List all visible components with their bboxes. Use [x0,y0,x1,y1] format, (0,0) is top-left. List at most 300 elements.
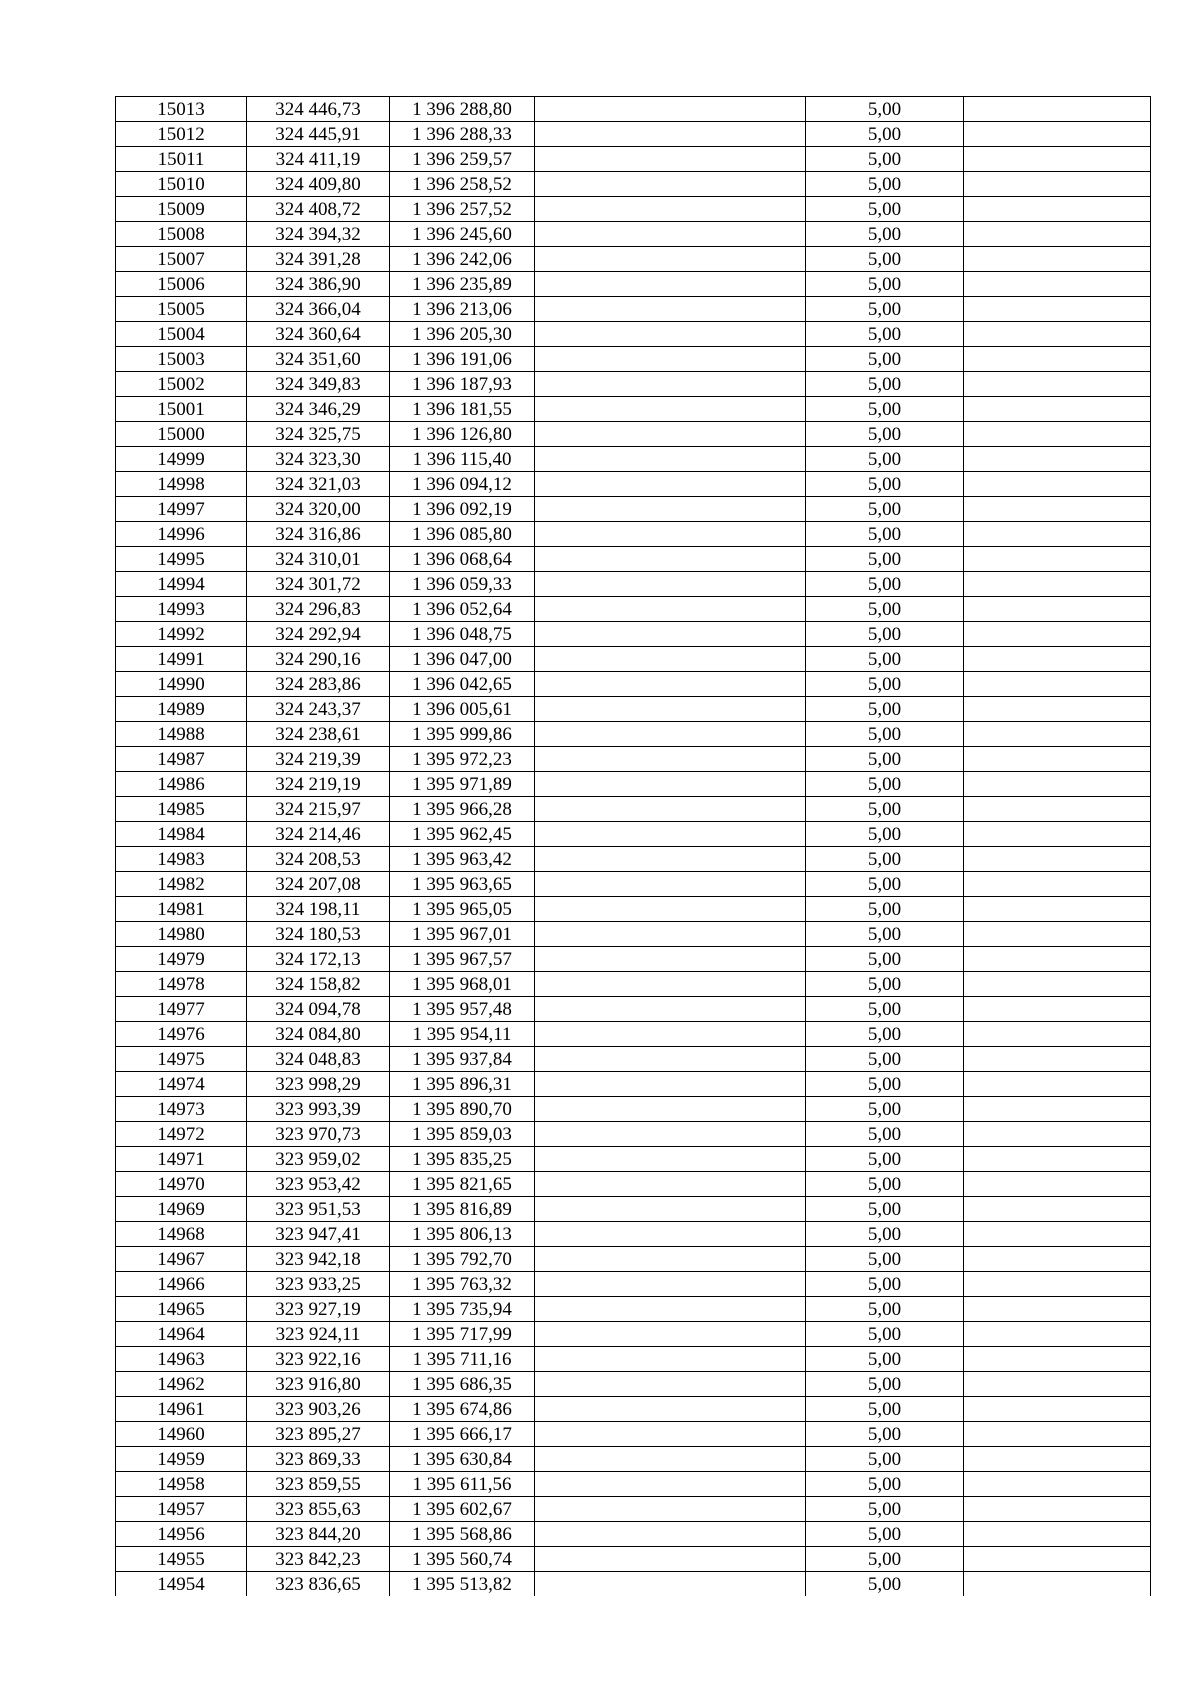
table-row [116,1222,1151,1247]
blank-cell [964,647,1151,672]
y-coordinate-cell: 1 395 602,67 [390,1497,535,1522]
x-coordinate-cell: 324 290,16 [247,647,390,672]
x-coordinate-cell: 324 408,72 [247,197,390,222]
y-coordinate-cell: 1 396 205,30 [390,322,535,347]
y-coordinate-cell: 1 395 963,65 [390,872,535,897]
blank-cell [964,1272,1151,1297]
point-number-cell: 14979 [116,947,247,972]
value-cell: 5,00 [806,1347,964,1372]
point-number-cell: 14991 [116,647,247,672]
blank-cell [535,797,806,822]
x-coordinate-cell: 324 409,80 [247,172,390,197]
table-row [116,672,1151,697]
blank-cell [964,522,1151,547]
table-row [116,297,1151,322]
blank-cell [964,372,1151,397]
value-cell: 5,00 [806,947,964,972]
blank-cell [535,872,806,897]
value-cell: 5,00 [806,397,964,422]
table-row [116,1497,1151,1522]
blank-cell [964,1097,1151,1122]
value-cell: 5,00 [806,1122,964,1147]
blank-cell [964,1397,1151,1422]
blank-cell [535,422,806,447]
blank-cell [964,1447,1151,1472]
point-number-cell: 14965 [116,1297,247,1322]
x-coordinate-cell: 324 283,86 [247,672,390,697]
blank-cell [964,1347,1151,1372]
blank-cell [535,1497,806,1522]
blank-cell [964,1372,1151,1397]
table-row [116,1047,1151,1072]
blank-cell [535,672,806,697]
x-coordinate-cell: 324 158,82 [247,972,390,997]
blank-cell [535,222,806,247]
y-coordinate-cell: 1 395 674,86 [390,1397,535,1422]
table-row [116,1422,1151,1447]
x-coordinate-cell: 324 346,29 [247,397,390,422]
blank-cell [535,772,806,797]
point-number-cell: 14995 [116,547,247,572]
blank-cell [964,872,1151,897]
point-number-cell: 15009 [116,197,247,222]
point-number-cell: 14994 [116,572,247,597]
blank-cell [964,697,1151,722]
blank-cell [535,1072,806,1097]
table-row [116,472,1151,497]
blank-cell [964,897,1151,922]
blank-cell [535,1172,806,1197]
table-row [116,1372,1151,1397]
y-coordinate-cell: 1 395 937,84 [390,1047,535,1072]
x-coordinate-cell: 324 351,60 [247,347,390,372]
point-number-cell: 15007 [116,247,247,272]
y-coordinate-cell: 1 396 213,06 [390,297,535,322]
value-cell: 5,00 [806,297,964,322]
table-row [116,747,1151,772]
y-coordinate-cell: 1 396 126,80 [390,422,535,447]
blank-cell [964,397,1151,422]
blank-cell [535,1222,806,1247]
blank-cell [535,722,806,747]
value-cell: 5,00 [806,197,964,222]
point-number-cell: 14997 [116,497,247,522]
value-cell: 5,00 [806,1247,964,1272]
point-number-cell: 14973 [116,1097,247,1122]
table-row [116,922,1151,947]
point-number-cell: 15013 [116,97,247,122]
point-number-cell: 14993 [116,597,247,622]
x-coordinate-cell: 324 310,01 [247,547,390,572]
point-number-cell: 14972 [116,1122,247,1147]
x-coordinate-cell: 323 924,11 [247,1322,390,1347]
table-row [116,422,1151,447]
blank-cell [964,1422,1151,1447]
point-number-cell: 15010 [116,172,247,197]
x-coordinate-cell: 323 903,26 [247,1397,390,1422]
blank-cell [535,1147,806,1172]
table-row [116,347,1151,372]
value-cell: 5,00 [806,597,964,622]
blank-cell [964,1222,1151,1247]
value-cell: 5,00 [806,647,964,672]
blank-cell [964,222,1151,247]
blank-cell [964,922,1151,947]
x-coordinate-cell: 323 859,55 [247,1472,390,1497]
value-cell: 5,00 [806,1522,964,1547]
point-number-cell: 14962 [116,1372,247,1397]
x-coordinate-cell: 324 320,00 [247,497,390,522]
value-cell: 5,00 [806,772,964,797]
x-coordinate-cell: 324 243,37 [247,697,390,722]
blank-cell [535,1372,806,1397]
x-coordinate-cell: 324 296,83 [247,597,390,622]
table-row [116,1572,1151,1597]
blank-cell [535,322,806,347]
point-number-cell: 15005 [116,297,247,322]
value-cell: 5,00 [806,1547,964,1572]
value-cell: 5,00 [806,1022,964,1047]
point-number-cell: 14969 [116,1197,247,1222]
y-coordinate-cell: 1 395 821,65 [390,1172,535,1197]
table-row [116,1147,1151,1172]
blank-cell [964,672,1151,697]
value-cell: 5,00 [806,1372,964,1397]
value-cell: 5,00 [806,122,964,147]
table-row [116,1272,1151,1297]
blank-cell [964,1147,1151,1172]
x-coordinate-cell: 323 869,33 [247,1447,390,1472]
blank-cell [535,297,806,322]
value-cell: 5,00 [806,247,964,272]
point-number-cell: 14988 [116,722,247,747]
point-number-cell: 14954 [116,1572,247,1597]
value-cell: 5,00 [806,447,964,472]
point-number-cell: 14963 [116,1347,247,1372]
x-coordinate-cell: 323 844,20 [247,1522,390,1547]
table-row [116,497,1151,522]
value-cell: 5,00 [806,1272,964,1297]
value-cell: 5,00 [806,1172,964,1197]
x-coordinate-cell: 323 916,80 [247,1372,390,1397]
blank-cell [535,747,806,772]
blank-cell [964,822,1151,847]
table-row [116,1522,1151,1547]
y-coordinate-cell: 1 395 611,56 [390,1472,535,1497]
blank-cell [964,447,1151,472]
table-row [116,1247,1151,1272]
y-coordinate-cell: 1 396 048,75 [390,622,535,647]
x-coordinate-cell: 324 360,64 [247,322,390,347]
point-number-cell: 14977 [116,997,247,1022]
x-coordinate-cell: 323 953,42 [247,1172,390,1197]
point-number-cell: 14983 [116,847,247,872]
table-row [116,722,1151,747]
point-number-cell: 15000 [116,422,247,447]
blank-cell [964,1522,1151,1547]
blank-cell [535,197,806,222]
x-coordinate-cell: 324 316,86 [247,522,390,547]
y-coordinate-cell: 1 395 890,70 [390,1097,535,1122]
y-coordinate-cell: 1 395 962,45 [390,822,535,847]
point-number-cell: 14981 [116,897,247,922]
point-number-cell: 14992 [116,622,247,647]
table-row [116,697,1151,722]
point-number-cell: 14971 [116,1147,247,1172]
blank-cell [964,472,1151,497]
table-row [116,1472,1151,1497]
value-cell: 5,00 [806,1072,964,1097]
y-coordinate-cell: 1 395 999,86 [390,722,535,747]
blank-cell [535,1447,806,1472]
value-cell: 5,00 [806,422,964,447]
blank-cell [535,997,806,1022]
point-number-cell: 14989 [116,697,247,722]
x-coordinate-cell: 324 048,83 [247,1047,390,1072]
blank-cell [535,347,806,372]
point-number-cell: 14982 [116,872,247,897]
blank-cell [535,1047,806,1072]
table-row [116,1122,1151,1147]
blank-cell [964,197,1151,222]
x-coordinate-cell: 324 094,78 [247,997,390,1022]
blank-cell [964,1047,1151,1072]
blank-cell [964,1572,1151,1597]
blank-cell [535,1197,806,1222]
blank-cell [964,1197,1151,1222]
point-number-cell: 15012 [116,122,247,147]
x-coordinate-cell: 323 922,16 [247,1347,390,1372]
table-row [116,822,1151,847]
x-coordinate-cell: 324 207,08 [247,872,390,897]
value-cell: 5,00 [806,697,964,722]
x-coordinate-cell: 324 292,94 [247,622,390,647]
value-cell: 5,00 [806,1422,964,1447]
x-coordinate-cell: 323 895,27 [247,1422,390,1447]
table-row [116,147,1151,172]
table-row [116,647,1151,672]
blank-cell [535,597,806,622]
blank-cell [964,572,1151,597]
point-number-cell: 14974 [116,1072,247,1097]
value-cell: 5,00 [806,147,964,172]
x-coordinate-cell: 324 446,73 [247,97,390,122]
y-coordinate-cell: 1 396 115,40 [390,447,535,472]
x-coordinate-cell: 324 172,13 [247,947,390,972]
blank-cell [535,1297,806,1322]
x-coordinate-cell: 324 084,80 [247,1022,390,1047]
y-coordinate-cell: 1 396 288,80 [390,97,535,122]
point-number-cell: 15006 [116,272,247,297]
y-coordinate-cell: 1 396 181,55 [390,397,535,422]
y-coordinate-cell: 1 395 965,05 [390,897,535,922]
x-coordinate-cell: 323 951,53 [247,1197,390,1222]
table-row [116,897,1151,922]
blank-cell [535,147,806,172]
blank-cell [535,947,806,972]
blank-cell [535,172,806,197]
point-number-cell: 14975 [116,1047,247,1072]
point-number-cell: 14976 [116,1022,247,1047]
table-row [116,772,1151,797]
table-row [116,247,1151,272]
y-coordinate-cell: 1 396 259,57 [390,147,535,172]
y-coordinate-cell: 1 395 513,82 [390,1572,535,1597]
x-coordinate-cell: 324 214,46 [247,822,390,847]
y-coordinate-cell: 1 395 896,31 [390,1072,535,1097]
blank-cell [964,1497,1151,1522]
y-coordinate-cell: 1 395 568,86 [390,1522,535,1547]
blank-cell [535,1272,806,1297]
blank-cell [535,1347,806,1372]
x-coordinate-cell: 323 942,18 [247,1247,390,1272]
y-coordinate-cell: 1 396 068,64 [390,547,535,572]
blank-cell [964,272,1151,297]
x-coordinate-cell: 323 836,65 [247,1572,390,1597]
blank-cell [964,547,1151,572]
x-coordinate-cell: 324 208,53 [247,847,390,872]
x-coordinate-cell: 323 993,39 [247,1097,390,1122]
value-cell: 5,00 [806,1222,964,1247]
point-number-cell: 14956 [116,1522,247,1547]
table-row [116,447,1151,472]
table-row [116,1397,1151,1422]
x-coordinate-cell: 324 215,97 [247,797,390,822]
blank-cell [964,1547,1151,1572]
y-coordinate-cell: 1 396 288,33 [390,122,535,147]
y-coordinate-cell: 1 396 235,89 [390,272,535,297]
x-coordinate-cell: 324 219,19 [247,772,390,797]
point-number-cell: 14955 [116,1547,247,1572]
table-row [116,1172,1151,1197]
point-number-cell: 14980 [116,922,247,947]
point-number-cell: 14958 [116,1472,247,1497]
table-row [116,172,1151,197]
y-coordinate-cell: 1 395 735,94 [390,1297,535,1322]
y-coordinate-cell: 1 395 792,70 [390,1247,535,1272]
x-coordinate-cell: 323 947,41 [247,1222,390,1247]
blank-cell [964,847,1151,872]
blank-cell [535,547,806,572]
y-coordinate-cell: 1 396 094,12 [390,472,535,497]
x-coordinate-cell: 323 959,02 [247,1147,390,1172]
point-number-cell: 14985 [116,797,247,822]
table-row [116,97,1151,122]
x-coordinate-cell: 324 445,91 [247,122,390,147]
value-cell: 5,00 [806,1097,964,1122]
y-coordinate-cell: 1 395 966,28 [390,797,535,822]
y-coordinate-cell: 1 396 242,06 [390,247,535,272]
y-coordinate-cell: 1 395 972,23 [390,747,535,772]
point-number-cell: 14957 [116,1497,247,1522]
blank-cell [964,172,1151,197]
blank-cell [964,122,1151,147]
point-number-cell: 14964 [116,1322,247,1347]
y-coordinate-cell: 1 395 666,17 [390,1422,535,1447]
point-number-cell: 15011 [116,147,247,172]
x-coordinate-cell: 324 325,75 [247,422,390,447]
blank-cell [535,1322,806,1347]
table-row [116,872,1151,897]
point-number-cell: 14987 [116,747,247,772]
value-cell: 5,00 [806,872,964,897]
blank-cell [535,922,806,947]
y-coordinate-cell: 1 396 047,00 [390,647,535,672]
table-row [116,1322,1151,1347]
y-coordinate-cell: 1 395 806,13 [390,1222,535,1247]
value-cell: 5,00 [806,1047,964,1072]
point-number-cell: 14970 [116,1172,247,1197]
x-coordinate-cell: 324 323,30 [247,447,390,472]
value-cell: 5,00 [806,822,964,847]
x-coordinate-cell: 323 842,23 [247,1547,390,1572]
blank-cell [964,1247,1151,1272]
blank-cell [964,347,1151,372]
x-coordinate-cell: 324 366,04 [247,297,390,322]
table-row [116,272,1151,297]
point-number-cell: 15001 [116,397,247,422]
value-cell: 5,00 [806,1197,964,1222]
x-coordinate-cell: 324 349,83 [247,372,390,397]
value-cell: 5,00 [806,272,964,297]
blank-cell [535,1522,806,1547]
x-coordinate-cell: 324 301,72 [247,572,390,597]
table-row [116,197,1151,222]
table-row [116,397,1151,422]
y-coordinate-cell: 1 396 245,60 [390,222,535,247]
y-coordinate-cell: 1 395 816,89 [390,1197,535,1222]
x-coordinate-cell: 323 927,19 [247,1297,390,1322]
y-coordinate-cell: 1 396 258,52 [390,172,535,197]
table-row [116,1022,1151,1047]
table-row [116,847,1151,872]
table-row [116,547,1151,572]
blank-cell [535,122,806,147]
y-coordinate-cell: 1 395 630,84 [390,1447,535,1472]
y-coordinate-cell: 1 395 835,25 [390,1147,535,1172]
table-row [116,1072,1151,1097]
blank-cell [964,422,1151,447]
blank-cell [535,572,806,597]
y-coordinate-cell: 1 396 042,65 [390,672,535,697]
value-cell: 5,00 [806,97,964,122]
blank-cell [535,497,806,522]
value-cell: 5,00 [806,1397,964,1422]
value-cell: 5,00 [806,172,964,197]
blank-cell [964,972,1151,997]
blank-cell [964,97,1151,122]
blank-cell [535,447,806,472]
value-cell: 5,00 [806,797,964,822]
table-row [116,972,1151,997]
value-cell: 5,00 [806,347,964,372]
blank-cell [535,472,806,497]
blank-cell [535,1397,806,1422]
blank-cell [535,372,806,397]
table-row [116,322,1151,347]
table-row [116,597,1151,622]
blank-cell [964,1122,1151,1147]
blank-cell [964,947,1151,972]
point-number-cell: 14959 [116,1447,247,1472]
value-cell: 5,00 [806,572,964,597]
y-coordinate-cell: 1 396 059,33 [390,572,535,597]
table-row [116,1347,1151,1372]
table-row [116,622,1151,647]
blank-cell [535,897,806,922]
blank-cell [535,1247,806,1272]
value-cell: 5,00 [806,522,964,547]
